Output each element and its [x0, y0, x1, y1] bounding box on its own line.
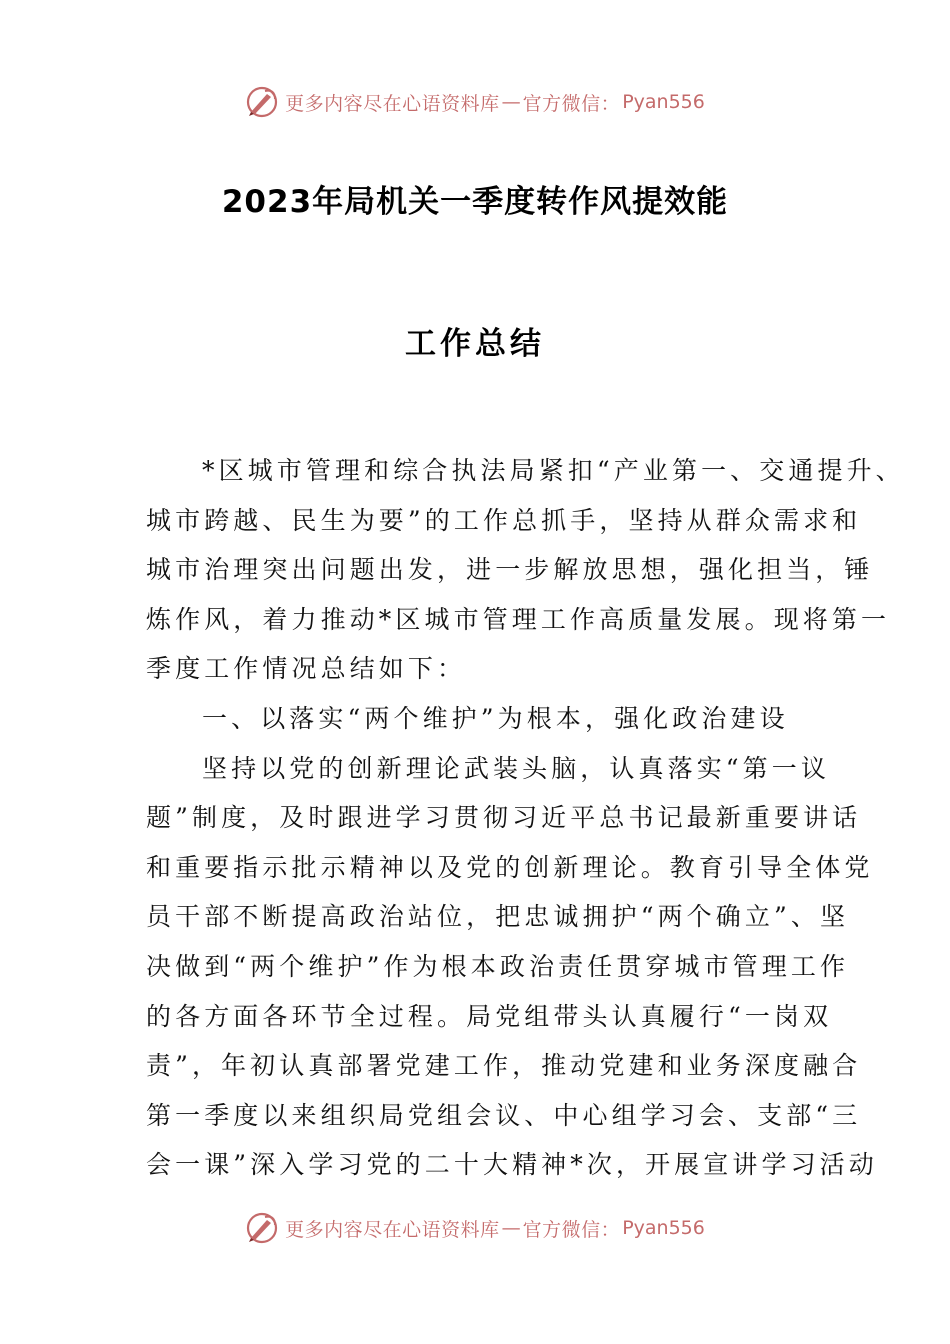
section-heading-1	[146, 694, 816, 744]
banner-suffix: 官方微信：	[522, 1218, 621, 1241]
paragraph-line: 的各方面各环节全过程。局党组带头认真履行“一岗双	[146, 1001, 833, 1031]
document-title-line1: 2023年局机关一季度转作风提效能	[221, 184, 729, 220]
banner-dash: —	[501, 1217, 521, 1239]
paragraph-line: 炼作风，着力推动*区城市管理工作高质量发展。现将第一	[146, 604, 891, 634]
paragraph-line: 城市治理突出问题出发，进一步解放思想，强化担当，锤	[146, 555, 874, 585]
banner-dash: —	[501, 91, 521, 113]
footer-banner	[0, 1208, 950, 1248]
paragraph-line: 员干部不断提高政治站位，把忠诚拥护“两个确立”、坚	[146, 902, 850, 932]
paragraph-line: 城市跨越、民生为要”的工作总抓手，坚持从群众需求和	[146, 505, 862, 535]
header-banner	[0, 82, 950, 122]
paragraph-line: 题”制度，及时跟进学习贯彻习近平总书记最新重要讲话	[146, 803, 862, 833]
banner-prefix: 更多内容尽在心语资料库	[285, 1218, 500, 1241]
document-title-line2: 工作总结	[405, 326, 545, 362]
banner-wechat-id: Pyan556	[622, 91, 705, 113]
paragraph-line: 会一课”深入学习党的二十大精神*次，开展宣讲学习活动	[146, 1150, 878, 1180]
paragraph-line: 第一季度以来组织局党组会议、中心组学习会、支部“三	[146, 1100, 862, 1130]
paragraph-line: 季度工作情况总结如下：	[146, 654, 467, 684]
document-body	[146, 446, 905, 1190]
pen-logo-icon	[245, 85, 279, 119]
paragraph-line: 坚持以党的创新理论武装头脑，认真落实“第一议	[202, 753, 830, 783]
paragraph-line: 和重要指示批示精神以及党的创新理论。教育引导全体党	[146, 852, 874, 882]
banner-suffix: 官方微信：	[522, 92, 621, 115]
section-heading-text: 一、以落实“两个维护”为根本，强化政治建设	[202, 703, 789, 733]
banner-wechat-id: Pyan556	[622, 1217, 705, 1239]
paragraph-intro	[146, 446, 905, 694]
paragraph-line: 责”，年初认真部署党建工作，推动党建和业务深度融合	[146, 1051, 862, 1081]
banner-prefix: 更多内容尽在心语资料库	[285, 92, 500, 115]
paragraph-section-1	[146, 744, 878, 1190]
paragraph-line: 决做到“两个维护”作为根本政治责任贯穿城市管理工作	[146, 951, 850, 981]
paragraph-line: *区城市管理和综合执法局紧扣“产业第一、交通提升、	[202, 456, 905, 485]
pen-logo-icon	[245, 1211, 279, 1245]
